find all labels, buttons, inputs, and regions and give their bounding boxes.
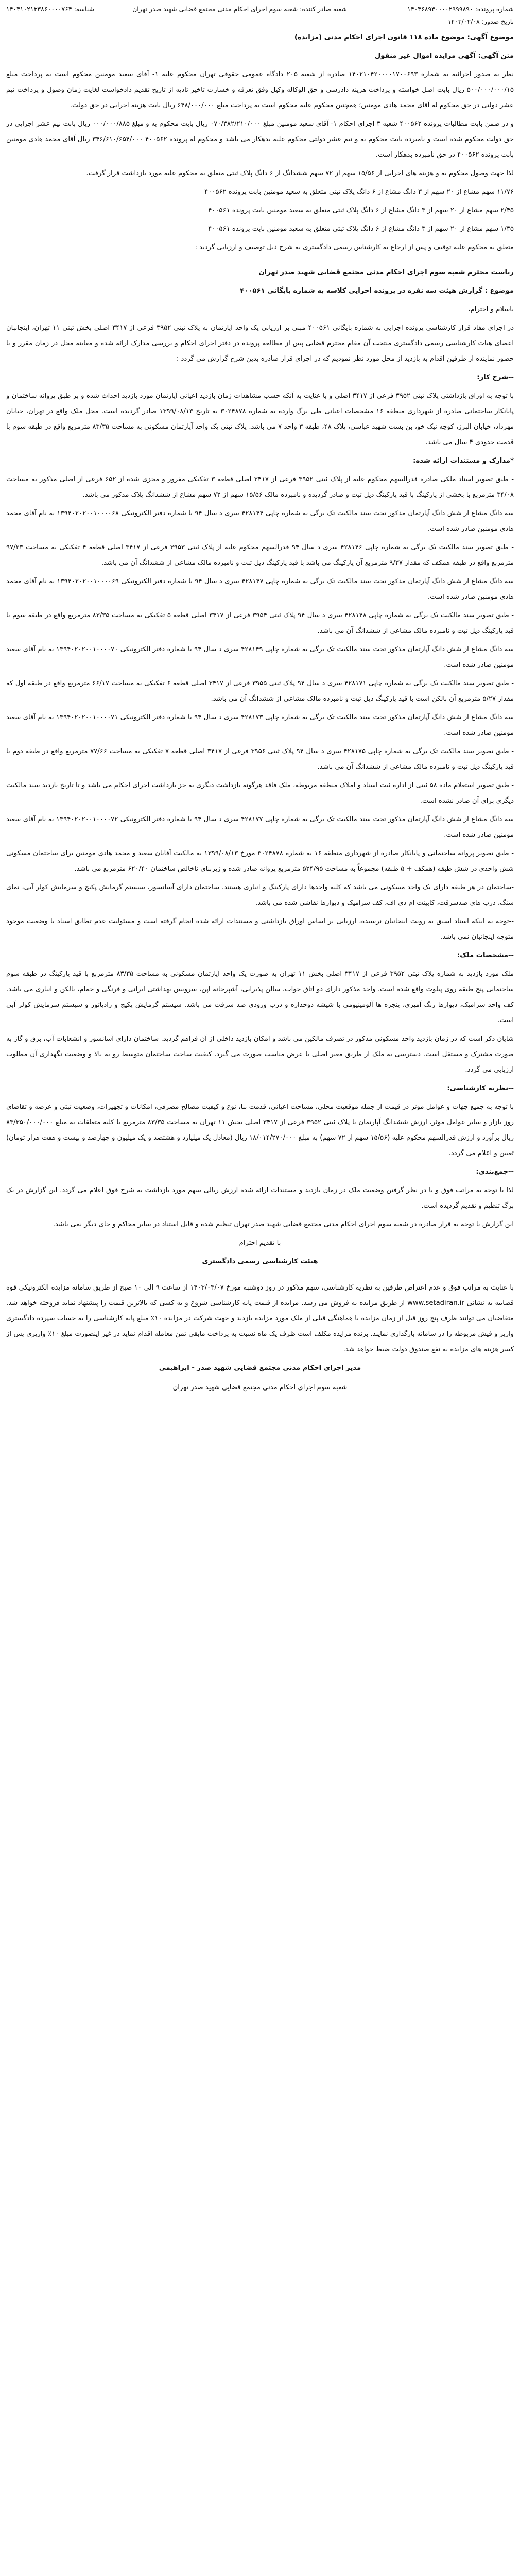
closing-regards: با تقدیم احترام [239, 1239, 281, 1247]
document-item: - طبق تصویر سند مالکیت تک برگی به شماره چاپی ۴۲۸۱۴۸ سری د سال ۹۴ پلاک ثبتی ۳۹۵۴ فرعی از ۳۴۱۷ اصلی قطعه ۵ تفکیکی به مساحت ۸۳/۳۵ مترمربع واقع در طبقه سوم با قید پارکینگ ذیل ثبت و نامبرده مالک مشاعی از ششدانگ آن می باشد. [6, 612, 514, 635]
document-item: - طبق تصویر پروانه ساختمانی و پایانکار صادره از شهرداری منطقه ۱۶ به شماره ۳۰۲۴۸۷۸ مورخ ۱۳۹۹/۰۸/۱۳ به مالکیت آقایان سعید و محمد هادی مومنین برای ساختمان مسکونی شش واحدی در شش طبقه (همکف + ۵ طبقه) مجموعاً به مساحت ۵۲۴/۹۵ مترمربع پروانه صادر شده و زیربنای ناخالص ساختمان ۶۲۰/۴۰ مترمربع می باشد. [6, 850, 514, 873]
notice-title: متن آگهی: آگهی مزایده اموال غیر منقول [374, 52, 514, 60]
report-subject: موضوع : گزارش هیئت سه نفره در پرونده اجرایی کلاسه به شماره بایگانی ۴۰۰۵۶۱ [240, 287, 514, 295]
court-name: شعبه سوم اجرای احکام مدنی مجتمع قضایی شهید صدر تهران [132, 5, 298, 13]
header-middle [128, 3, 352, 15]
case-number-line [351, 3, 514, 15]
document-item: - طبق تصویر اسناد ملکی صادره قدرالسهم محکوم علیه از پلاک ثبتی ۳۹۵۲ فرعی از ۳۴۱۷ اصلی قطعه ۳ تفکیکی مفروز و مجزی شده از ۶۵۲ فرعی از اصلی مذکور به مساحت ۳۴/۰۸ مترمربع با بخشی از پارکینگ با قید پارکینگ ذیل ثبت و صادر گردیده و نامبرده مالک ۱۵/۵۶ سهم از ۷۲ سهم مشاع از ششدانگ پلاک مذکور می باشد. [6, 476, 514, 499]
paragraph-appraisal-intro: متعلق به محکوم علیه توقیف و پس از ارجاع به کارشناس رسمی دادگستری به شرح ذیل توصیف و ارزیابی گردید : [195, 244, 514, 251]
paragraph-claims: و در ضمن بابت مطالبات پرونده ۴۰۰۵۶۲ شعبه ۳ اجرای احکام ۱- آقای سعید مومنین مبلغ ۰۷۰/۳۸۲/۲۱۰/۰۰۰ ریال بابت محکوم به و مبلغ ۰۰۰/۰۰۰/۸۸۵ ریال بابت نیم عشر اجرایی در حق دولت محکوم شده است و نامبرده بابت محکوم به و نیم عشر دولتی محکوم علیه بدهکار می باشد و محکوم له پرونده ۴۰۰۵۶۲ ۳۴۶/۶۱۰/۶۵۴/۰۰۰ ریال آقای محمد هادی مومنین بابت پرونده ۴۰۰۵۶۲ در حق نامبرده بدهکار است. [6, 120, 514, 159]
paragraph-property-condition: شایان ذکر است که در زمان بازدید واحد مسکونی مذکور در تصرف مالکین می باشد و امکان بازدید داخلی از آن فراهم گردید. ساختمان دارای آسانسور و انشعابات آب، برق و گاز به صورت مشترک و مستقل است. دسترسی به ملک از طریق معبر اصلی با عرض مناسب صورت می گیرد. کیفیت ساخت ساختمان متوسط رو به بالا و وضعیت نگهداری آن مطلوب ارزیابی می گردد. [6, 1035, 514, 1074]
document-item: - طبق تصویر سند مالکیت تک برگی به شماره چاپی ۴۲۸۱۷۵ سری د سال ۹۴ پلاک ثبتی ۳۹۵۶ فرعی از ۳۴۱۷ اصلی قطعه ۷ تفکیکی به مساحت ۷۷/۶۶ مترمربع واقع در طبقه دوم با قید پارکینگ ذیل ثبت و نامبرده مالک مشاعی از ششدانگ آن می باشد. [6, 748, 514, 771]
court-signature: شعبه سوم اجرای احکام مدنی مجتمع قضایی شهید صدر تهران [172, 1384, 348, 1392]
header-left [6, 3, 128, 15]
issue-date-line [351, 15, 514, 28]
document-header [6, 3, 514, 28]
share-line-2: ۲/۴۵ سهم مشاع از ۲۰ سهم از ۳ دانگ مشاع از ۶ دانگ پلاک ثبتی متعلق به سعید مومنین بابت پرونده ۴۰۰۵۶۱ [208, 207, 514, 214]
report-greeting: باسلام و احترام، [468, 306, 514, 313]
expert-panel-signature: هیئت کارشناسی رسمی دادگستری [202, 1258, 318, 1265]
header-right [351, 3, 514, 28]
heading-property-specs: --مشخصات ملک: [457, 952, 514, 959]
document-item: - طبق تصویر سند مالکیت تک برگی به شماره چاپی ۴۲۸۱۴۶ سری د سال ۹۴ قدرالسهم محکوم علیه از پلاک ثبتی ۳۹۵۳ فرعی از ۳۴۱۷ اصلی قطعه ۴ تفکیکی به مساحت ۹۷/۲۳ مترمربع واقع در طبقه همکف که مقدار ۹/۳۷ مترمربع آن پارکینگ می باشد با قید پارکینگ ذیل ثبت و نامبرده مالک مشاعی از ششدانگ آن می باشد. [6, 544, 514, 567]
case-number-label: شماره پرونده: [475, 5, 514, 13]
document-item: - طبق تصویر سند مالکیت تک برگی به شماره چاپی ۴۲۸۱۷۱ سری د سال ۹۴ پلاک ثبتی ۳۹۵۵ فرعی از ۳۴۱۷ اصلی قطعه ۶ تفکیکی به مساحت ۶۶/۱۷ مترمربع واقع در طبقه اول که مقدار ۵/۲۷ مترمربع آن بالکن است با قید پارکینگ ذیل ثبت و نامبرده مالک مشاعی از ششدانگ آن می باشد. [6, 680, 514, 703]
case-number: ۱۴۰۳۶۸۹۳۰۰۰۰۲۹۹۹۸۹۰ [407, 5, 473, 13]
notice-subject: موضوع آگهی: موضوع ماده ۱۱۸ قانون اجرای احکام مدنی (مزایده) [294, 33, 514, 41]
paragraph-summary: لذا با توجه به مراتب فوق و با در نظر گرفتن وضعیت ملک در زمان بازدید و مستندات ارائه شده ارزش ریالی سهم مورد بازداشت به شرح فوق اعلام می گردد. این گزارش در یک برگ تنظیم و تقدیم گردیده است. [6, 1187, 514, 1210]
issue-date: ۱۴۰۳/۰۲/۰۸ [447, 18, 480, 25]
heading-expert-opinion: --نظریه کارشناسی: [447, 1084, 514, 1092]
share-line-3: ۱/۳۵ سهم مشاع از ۲۰ سهم از ۳ دانگ مشاع از ۶ دانگ پلاک ثبتی متعلق به سعید مومنین بابت پرونده ۴۰۰۵۶۱ [208, 225, 514, 233]
paragraph-validity: این گزارش با توجه به قرار صادره در شعبه سوم اجرای احکام مدنی مجتمع قضایی شهید صدر تهران تنظیم شده و قابل استناد در سایر محاکم و جای دیگر نمی باشد. [53, 1221, 514, 1228]
execution-manager-signature: مدیر اجرای احکام مدنی مجتمع قضایی شهید صدر - ابراهیمی [159, 1364, 361, 1372]
court-label: شعبه صادر کننده: [300, 5, 347, 13]
document-item: سه دانگ مشاع از شش دانگ آپارتمان مذکور تحت سند مالکیت تک برگی به شماره چاپی ۴۲۸۱۴۷ سری د سال ۹۴ با شماره دفتر الکترونیکی ۱۳۹۴۰۲۰۲۰۰۱۰۰۰۰۶۹ به نام آقای محمد هادی مومنین صادر شده است. [6, 578, 514, 601]
heading-summary: --جمع‌بندی: [476, 1168, 514, 1176]
identifier-label: شناسه: [74, 5, 95, 13]
identifier: ۱۴۰۳۱۰۲۱۳۳۸۶۰۰۰۰۷۶۴ [6, 5, 72, 13]
document-item: سه دانگ مشاع از شش دانگ آپارتمان مذکور تحت سند مالکیت تک برگی به شماره چاپی ۴۲۸۱۷۳ سری د سال ۹۴ با شماره دفتر الکترونیکی ۱۳۹۴۰۲۰۲۰۰۱۰۰۰۰۷۱ به نام آقای سعید مومنین صادر شده است. [6, 714, 514, 737]
paragraph-property-specs: ملک مورد بازدید به شماره پلاک ثبتی ۳۹۵۲ فرعی از ۳۴۱۷ اصلی بخش ۱۱ تهران به صورت یک واحد آپارتمان مسکونی به مساحت ۸۳/۳۵ مترمربع با قید پارکینگ در طبقه سوم ساختمانی پنج طبقه روی پیلوت واقع شده است. واحد مذکور دارای دو اتاق خواب، سالن پذیرایی، آشپزخانه اپن، سرویس بهداشتی ایرانی و فرنگی و حمام، بالکن و انباری می باشد. کف واحد سرامیک، دیوارها رنگ آمیزی، پنجره ها آلومینیومی با شیشه دوجداره و درب ورودی ضد سرقت می باشد. سیستم گرمایش پکیج و رادیاتور و سیستم سرمایش کولر آبی است. [6, 970, 514, 1024]
disclaimer-note: --توجه به اینکه اسناد اسبق به رویت اینجانبان نرسیده، ارزیابی بر اساس اوراق بازداشتی و مستندات ارائه شده انجام گرفته است و مسئولیت عدم تطابق اسناد با وضعیت موجود متوجه اینجانبان نمی باشد. [6, 918, 514, 941]
paragraph-execution-order: نظر به صدور اجرائیه به شماره ۱۴۰۲۱۰۴۲۰۰۰۰۱۷۰۰۶۹۳ صادره از شعبه ۲۰۵ دادگاه عمومی حقوقی تهران محکوم علیه ۱- آقای سعید مومنین محکوم است به پرداخت مبلغ ۵۰۰/۰۰۰/۰۰۰/۱۵ ریال بابت اصل خواسته و پرداخت هزینه دادرسی و حق الوکاله وکیل وفق تعرفه و خسارت تاخیر تادیه از تاریخ تقدیم دادخواست لغایت زمان وصول و پرداخت نیم عشر دولتی در حق محکوم له آقای محمد هادی مومنین؛ همچنین محکوم علیه محکوم است به پرداخت مبلغ ۶۴۸/۰۰۰/۰۰۰ ریال بابت هزینه اجرایی در حق دولت. [6, 71, 514, 109]
report-intro: در اجرای مفاد قرار کارشناسی پرونده اجرایی به شماره بایگانی ۴۰۰۵۶۱ مبنی بر ارزیابی یک واحد آپارتمان به پلاک ثبتی ۳۹۵۲ فرعی از ۳۴۱۷ اصلی بخش ثبتی ۱۱ تهران، اینجانبان اعضای هیات کارشناسی رسمی دادگستری منتخب آن مقام محترم قضایی پس از مطالعه پرونده در دفتر اجرای احکام و بررسی مدارک ارائه شده و معاینه محل در زمان مقرر و با حضور نماینده از طرفین اقدام به بازدید از محل مورد نظر نمودیم که در اجرای قرار صادره بدین شرح گزارش می گردد : [6, 324, 514, 363]
heading-documents: *مدارک و مستندات ارائه شده: [413, 457, 514, 465]
paragraph-seizure: لذا جهت وصول محکوم به و هزینه های اجرایی از ۱۵/۵۶ سهم از ۷۲ سهم ششدانگ از ۶ دانگ پلاک ثبتی متعلق به محکوم علیه مورد بازداشت قرار گرفت. [86, 170, 514, 177]
paragraph-auction-terms: با عنایت به مراتب فوق و عدم اعتراض طرفین به نظریه کارشناسی، سهم مذکور در روز دوشنبه مورخ ۱۴۰۳/۰۳/۰۷ از ساعت ۹ الی ۱۰ صبح از طریق سامانه مزایده الکترونیکی قوه قضاییه به نشانی www.setadiran.ir از طریق مزایده به فروش می رسد. مزایده از قیمت پایه کارشناسی شروع و به کسی که بالاترین قیمت را پیشنهاد نماید فروخته خواهد شد. متقاضیان می توانند ظرف پنج روز قبل از زمان مزایده با هماهنگی قبلی از ملک مورد مزایده بازدید و جهت شرکت در مزایده ۱۰٪ مبلغ پایه کارشناسی را به حساب سپرده دادگستری واریز و فیش مربوطه را در سامانه بارگذاری نمایند. برنده مزایده مکلف است ظرف یک ماه نسبت به پرداخت مابقی ثمن معامله اقدام نماید در غیر اینصورت مبلغ ۱۰٪ واریزی پس از کسر هزینه های مزایده به نفع صندوق دولت ضبط خواهد شد. [6, 1284, 514, 1353]
paragraph-work-description: با توجه به اوراق بازداشتی پلاک ثبتی ۳۹۵۲ فرعی از ۳۴۱۷ اصلی و با عنایت به آنکه حسب مشاهدات زمان بازدید اعیانی آپارتمان مورد بازدید احداث شده و بر طبق پروانه ساختمان و پایانکار ساختمانی صادره از شهرداری منطقه ۱۶ مشخصات اعیانی طی برگ وارده به شماره ۳۰۲۴۸۷۸ به تاریخ ۱۳۹۹/۰۸/۱۳ صادر گردیده است. محل ملک واقع در تهران، خیابان مهرداد، خیابان البرز، کوچه نیک خو، بن بست شهید عباسی، پلاک ۴۸، طبقه ۳ واحد ۷ می باشد. پلاک ثبتی یک واحد آپارتمان مسکونی به مساحت ۸۳/۳۵ مترمربع واقع در طبقه سوم با قدمت حدودی ۴ سال می باشد. [6, 392, 514, 446]
heading-work-description: --شرح کار: [477, 374, 514, 381]
document-item: سه دانگ مشاع از شش دانگ آپارتمان مذکور تحت سند مالکیت تک برگی به شماره چاپی ۴۲۸۱۴۴ سری د سال ۹۴ با شماره دفتر الکترونیکی ۱۳۹۴۰۲۰۲۰۰۱۰۰۰۰۶۸ به نام آقای محمد هادی مومنین صادر شده است. [6, 510, 514, 533]
issue-date-label: تاریخ صدور: [481, 18, 514, 25]
document-item: سه دانگ مشاع از شش دانگ آپارتمان مذکور تحت سند مالکیت تک برگی به شماره چاپی ۴۲۸۱۴۹ سری د سال ۹۴ با شماره دفتر الکترونیکی ۱۳۹۴۰۲۰۲۰۰۱۰۰۰۰۷۰ به نام آقای سعید مومنین صادر شده است. [6, 646, 514, 669]
share-line-1: ۱۱/۷۶ سهم مشاع از ۲۰ سهم از ۳ دانگ مشاع از ۶ دانگ پلاک ثبتی متعلق به سعید مومنین بابت پرونده ۴۰۰۵۶۲ [204, 188, 514, 196]
report-addressee: ریاست محترم شعبه سوم اجرای احکام مدنی مجتمع قضایی شهید صدر تهران [258, 268, 514, 276]
spacer [6, 259, 514, 265]
paragraph-expert-opinion: با توجه به جمیع جهات و عوامل موثر در قیمت از جمله موقعیت محلی، مساحت اعیانی، قدمت بنا، نوع و کیفیت مصالح مصرفی، امکانات و تجهیزات، وضعیت ثبتی و عرضه و تقاضای روز بازار و سایر عوامل موثر، ارزش ششدانگ آپارتمان با پلاک ثبتی ۳۹۵۲ فرعی از ۳۴۱۷ اصلی بخش ۱۱ تهران به مساحت ۸۳/۳۵ مترمربع با کلیه متعلقات به مبلغ ۸۳/۳۵۰/۰۰۰/۰۰۰ ریال برآورد و ارزش قدرالسهم محکوم علیه (۱۵/۵۶ سهم از ۷۲ سهم) به مبلغ ۱۸/۰۱۴/۲۷۰/۰۰۰ ریال (معادل یک میلیارد و هشتصد و یک میلیون و چهارصد و بیست و هفت هزار تومان) تعیین و اعلام می گردد. [6, 1103, 514, 1157]
document-item: سه دانگ مشاع از شش دانگ آپارتمان مذکور تحت سند مالکیت تک برگی به شماره چاپی ۴۲۸۱۷۷ سری د سال ۹۴ با شماره دفتر الکترونیکی ۱۳۹۴۰۲۰۲۰۰۱۰۰۰۰۷۲ به نام آقای سعید مومنین صادر شده است. [6, 816, 514, 839]
building-description: -ساختمان در هر طبقه دارای یک واحد مسکونی می باشد که کلیه واحدها دارای پارکینگ و انباری هستند. ساختمان دارای آسانسور، سیستم گرمایش پکیج و سرمایش کولر آبی، نمای سنگ، درب های ضدسرقت، کابینت ام دی اف، کف سرامیک و دیوارها نقاشی شده می باشد. [6, 884, 514, 907]
document-item: - طبق تصویر استعلام ماده ۵۸ ثبتی از اداره ثبت اسناد و املاک منطقه مربوطه، ملک فاقد هرگونه بازداشت دیگری به جز بازداشت اجرای احکام می باشد و تا تاریخ بازدید سند مالکیت دیگری برای آن صادر نشده است. [6, 782, 514, 805]
